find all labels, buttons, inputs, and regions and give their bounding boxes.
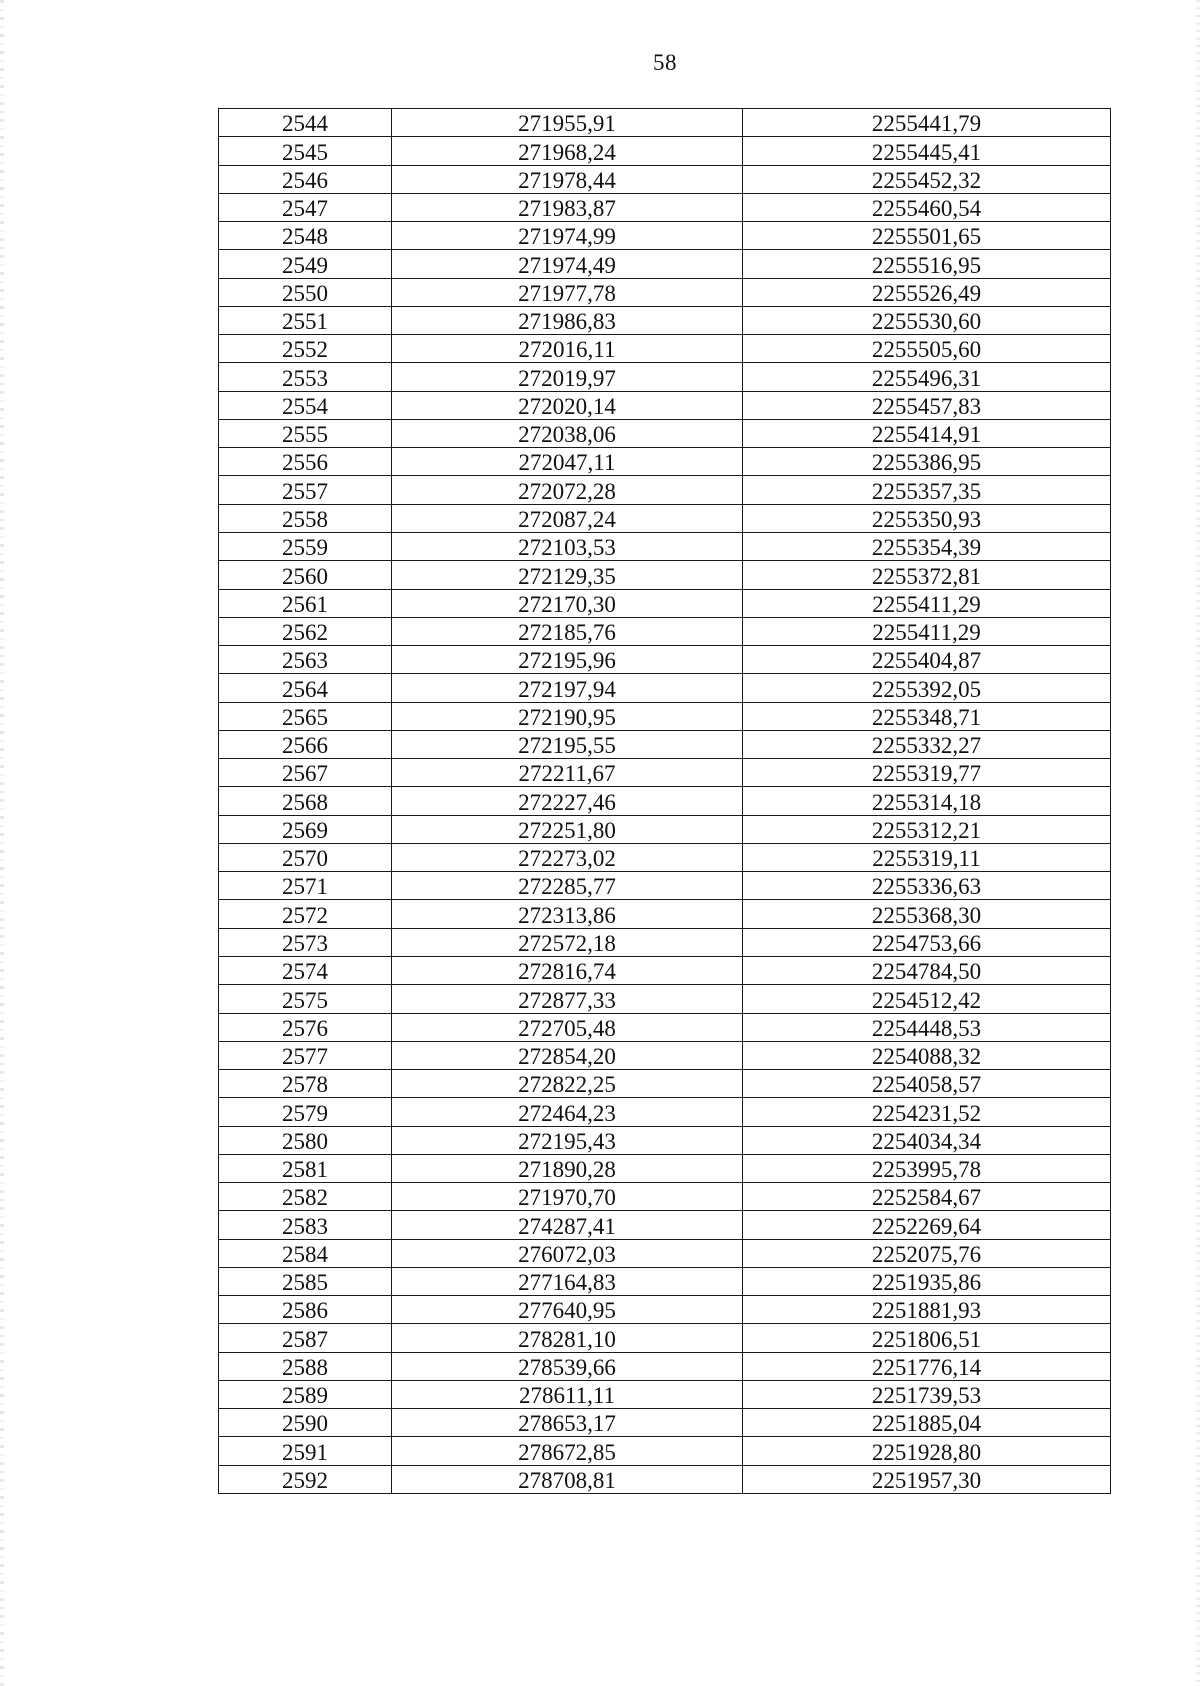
y-coordinate-cell: 2255336,63 bbox=[743, 872, 1111, 900]
table-row bbox=[219, 674, 1111, 702]
x-coordinate-cell: 278611,11 bbox=[392, 1380, 743, 1408]
x-coordinate-cell: 272285,77 bbox=[392, 872, 743, 900]
table-row bbox=[219, 985, 1111, 1013]
table-row bbox=[219, 1465, 1111, 1493]
point-number-cell: 2571 bbox=[219, 872, 392, 900]
table-row bbox=[219, 1070, 1111, 1098]
point-number-cell: 2554 bbox=[219, 391, 392, 419]
x-coordinate-cell: 272877,33 bbox=[392, 985, 743, 1013]
x-coordinate-cell: 272197,94 bbox=[392, 674, 743, 702]
table-row bbox=[219, 306, 1111, 334]
y-coordinate-cell: 2254512,42 bbox=[743, 985, 1111, 1013]
table-row bbox=[219, 1126, 1111, 1154]
point-number-cell: 2567 bbox=[219, 759, 392, 787]
point-number-cell: 2585 bbox=[219, 1267, 392, 1295]
y-coordinate-cell: 2254448,53 bbox=[743, 1013, 1111, 1041]
point-number-cell: 2550 bbox=[219, 278, 392, 306]
point-number-cell: 2584 bbox=[219, 1239, 392, 1267]
x-coordinate-cell: 272572,18 bbox=[392, 928, 743, 956]
coordinates-table-body bbox=[219, 109, 1111, 1494]
point-number-cell: 2551 bbox=[219, 306, 392, 334]
y-coordinate-cell: 2255505,60 bbox=[743, 335, 1111, 363]
point-number-cell: 2566 bbox=[219, 730, 392, 758]
x-coordinate-cell: 271983,87 bbox=[392, 193, 743, 221]
y-coordinate-cell: 2251776,14 bbox=[743, 1352, 1111, 1380]
point-number-cell: 2568 bbox=[219, 787, 392, 815]
y-coordinate-cell: 2255368,30 bbox=[743, 900, 1111, 928]
point-number-cell: 2588 bbox=[219, 1352, 392, 1380]
table-row bbox=[219, 504, 1111, 532]
table-row bbox=[219, 278, 1111, 306]
table-row bbox=[219, 137, 1111, 165]
x-coordinate-cell: 272185,76 bbox=[392, 617, 743, 645]
x-coordinate-cell: 278708,81 bbox=[392, 1465, 743, 1493]
table-row bbox=[219, 1267, 1111, 1295]
y-coordinate-cell: 2255348,71 bbox=[743, 702, 1111, 730]
y-coordinate-cell: 2255441,79 bbox=[743, 109, 1111, 137]
x-coordinate-cell: 278672,85 bbox=[392, 1437, 743, 1465]
point-number-cell: 2577 bbox=[219, 1041, 392, 1069]
x-coordinate-cell: 271974,49 bbox=[392, 250, 743, 278]
y-coordinate-cell: 2255314,18 bbox=[743, 787, 1111, 815]
y-coordinate-cell: 2255501,65 bbox=[743, 222, 1111, 250]
table-row bbox=[219, 956, 1111, 984]
point-number-cell: 2586 bbox=[219, 1296, 392, 1324]
y-coordinate-cell: 2254784,50 bbox=[743, 956, 1111, 984]
x-coordinate-cell: 277164,83 bbox=[392, 1267, 743, 1295]
y-coordinate-cell: 2251881,93 bbox=[743, 1296, 1111, 1324]
y-coordinate-cell: 2251739,53 bbox=[743, 1380, 1111, 1408]
table-row bbox=[219, 363, 1111, 391]
table-row bbox=[219, 165, 1111, 193]
table-row bbox=[219, 391, 1111, 419]
point-number-cell: 2545 bbox=[219, 137, 392, 165]
x-coordinate-cell: 272195,96 bbox=[392, 646, 743, 674]
scan-edge-left bbox=[0, 0, 4, 1686]
table-row bbox=[219, 419, 1111, 447]
point-number-cell: 2564 bbox=[219, 674, 392, 702]
point-number-cell: 2590 bbox=[219, 1409, 392, 1437]
x-coordinate-cell: 271986,83 bbox=[392, 306, 743, 334]
x-coordinate-cell: 277640,95 bbox=[392, 1296, 743, 1324]
x-coordinate-cell: 274287,41 bbox=[392, 1211, 743, 1239]
table-row bbox=[219, 1098, 1111, 1126]
table-row bbox=[219, 787, 1111, 815]
point-number-cell: 2592 bbox=[219, 1465, 392, 1493]
y-coordinate-cell: 2255350,93 bbox=[743, 504, 1111, 532]
table-row bbox=[219, 1380, 1111, 1408]
x-coordinate-cell: 272038,06 bbox=[392, 419, 743, 447]
y-coordinate-cell: 2255392,05 bbox=[743, 674, 1111, 702]
point-number-cell: 2580 bbox=[219, 1126, 392, 1154]
page-number: 58 bbox=[653, 50, 677, 75]
x-coordinate-cell: 278653,17 bbox=[392, 1409, 743, 1437]
point-number-cell: 2555 bbox=[219, 419, 392, 447]
table-row bbox=[219, 1409, 1111, 1437]
table-row bbox=[219, 1296, 1111, 1324]
point-number-cell: 2572 bbox=[219, 900, 392, 928]
table-row bbox=[219, 1013, 1111, 1041]
table-row bbox=[219, 250, 1111, 278]
point-number-cell: 2579 bbox=[219, 1098, 392, 1126]
x-coordinate-cell: 272273,02 bbox=[392, 843, 743, 871]
x-coordinate-cell: 272087,24 bbox=[392, 504, 743, 532]
table-row bbox=[219, 476, 1111, 504]
x-coordinate-cell: 272211,67 bbox=[392, 759, 743, 787]
point-number-cell: 2570 bbox=[219, 843, 392, 871]
point-number-cell: 2591 bbox=[219, 1437, 392, 1465]
y-coordinate-cell: 2252584,67 bbox=[743, 1183, 1111, 1211]
y-coordinate-cell: 2254088,32 bbox=[743, 1041, 1111, 1069]
point-number-cell: 2546 bbox=[219, 165, 392, 193]
point-number-cell: 2557 bbox=[219, 476, 392, 504]
y-coordinate-cell: 2255312,21 bbox=[743, 815, 1111, 843]
point-number-cell: 2544 bbox=[219, 109, 392, 137]
x-coordinate-cell: 272103,53 bbox=[392, 532, 743, 560]
y-coordinate-cell: 2252075,76 bbox=[743, 1239, 1111, 1267]
y-coordinate-cell: 2251928,80 bbox=[743, 1437, 1111, 1465]
y-coordinate-cell: 2255530,60 bbox=[743, 306, 1111, 334]
table-row bbox=[219, 335, 1111, 363]
x-coordinate-cell: 271974,99 bbox=[392, 222, 743, 250]
x-coordinate-cell: 272047,11 bbox=[392, 448, 743, 476]
x-coordinate-cell: 271977,78 bbox=[392, 278, 743, 306]
y-coordinate-cell: 2253995,78 bbox=[743, 1154, 1111, 1182]
x-coordinate-cell: 271978,44 bbox=[392, 165, 743, 193]
point-number-cell: 2562 bbox=[219, 617, 392, 645]
point-number-cell: 2553 bbox=[219, 363, 392, 391]
x-coordinate-cell: 272227,46 bbox=[392, 787, 743, 815]
table-row bbox=[219, 448, 1111, 476]
y-coordinate-cell: 2255332,27 bbox=[743, 730, 1111, 758]
x-coordinate-cell: 271968,24 bbox=[392, 137, 743, 165]
point-number-cell: 2547 bbox=[219, 193, 392, 221]
y-coordinate-cell: 2255319,77 bbox=[743, 759, 1111, 787]
y-coordinate-cell: 2255516,95 bbox=[743, 250, 1111, 278]
point-number-cell: 2573 bbox=[219, 928, 392, 956]
y-coordinate-cell: 2251957,30 bbox=[743, 1465, 1111, 1493]
x-coordinate-cell: 272195,43 bbox=[392, 1126, 743, 1154]
x-coordinate-cell: 271970,70 bbox=[392, 1183, 743, 1211]
point-number-cell: 2582 bbox=[219, 1183, 392, 1211]
x-coordinate-cell: 272190,95 bbox=[392, 702, 743, 730]
table-row bbox=[219, 730, 1111, 758]
y-coordinate-cell: 2252269,64 bbox=[743, 1211, 1111, 1239]
y-coordinate-cell: 2255496,31 bbox=[743, 363, 1111, 391]
y-coordinate-cell: 2254231,52 bbox=[743, 1098, 1111, 1126]
table-row bbox=[219, 1239, 1111, 1267]
table-row bbox=[219, 702, 1111, 730]
point-number-cell: 2559 bbox=[219, 532, 392, 560]
x-coordinate-cell: 272705,48 bbox=[392, 1013, 743, 1041]
table-row bbox=[219, 928, 1111, 956]
table-row bbox=[219, 872, 1111, 900]
table-row bbox=[219, 589, 1111, 617]
x-coordinate-cell: 272020,14 bbox=[392, 391, 743, 419]
y-coordinate-cell: 2255404,87 bbox=[743, 646, 1111, 674]
point-number-cell: 2587 bbox=[219, 1324, 392, 1352]
y-coordinate-cell: 2255319,11 bbox=[743, 843, 1111, 871]
point-number-cell: 2563 bbox=[219, 646, 392, 674]
y-coordinate-cell: 2255460,54 bbox=[743, 193, 1111, 221]
x-coordinate-cell: 272072,28 bbox=[392, 476, 743, 504]
x-coordinate-cell: 272016,11 bbox=[392, 335, 743, 363]
y-coordinate-cell: 2255411,29 bbox=[743, 617, 1111, 645]
point-number-cell: 2574 bbox=[219, 956, 392, 984]
table-row bbox=[219, 1352, 1111, 1380]
point-number-cell: 2560 bbox=[219, 561, 392, 589]
point-number-cell: 2565 bbox=[219, 702, 392, 730]
point-number-cell: 2561 bbox=[219, 589, 392, 617]
table-row bbox=[219, 1324, 1111, 1352]
point-number-cell: 2575 bbox=[219, 985, 392, 1013]
x-coordinate-cell: 278539,66 bbox=[392, 1352, 743, 1380]
coordinates-table bbox=[218, 108, 1111, 1494]
table-row bbox=[219, 900, 1111, 928]
table-row bbox=[219, 617, 1111, 645]
point-number-cell: 2552 bbox=[219, 335, 392, 363]
x-coordinate-cell: 272816,74 bbox=[392, 956, 743, 984]
x-coordinate-cell: 272251,80 bbox=[392, 815, 743, 843]
point-number-cell: 2548 bbox=[219, 222, 392, 250]
point-number-cell: 2578 bbox=[219, 1070, 392, 1098]
point-number-cell: 2576 bbox=[219, 1013, 392, 1041]
table-row bbox=[219, 1183, 1111, 1211]
point-number-cell: 2558 bbox=[219, 504, 392, 532]
point-number-cell: 2569 bbox=[219, 815, 392, 843]
y-coordinate-cell: 2251885,04 bbox=[743, 1409, 1111, 1437]
y-coordinate-cell: 2251935,86 bbox=[743, 1267, 1111, 1295]
y-coordinate-cell: 2255354,39 bbox=[743, 532, 1111, 560]
x-coordinate-cell: 271955,91 bbox=[392, 109, 743, 137]
table-row bbox=[219, 109, 1111, 137]
y-coordinate-cell: 2255457,83 bbox=[743, 391, 1111, 419]
point-number-cell: 2583 bbox=[219, 1211, 392, 1239]
x-coordinate-cell: 272313,86 bbox=[392, 900, 743, 928]
y-coordinate-cell: 2255452,32 bbox=[743, 165, 1111, 193]
x-coordinate-cell: 272822,25 bbox=[392, 1070, 743, 1098]
y-coordinate-cell: 2251806,51 bbox=[743, 1324, 1111, 1352]
x-coordinate-cell: 272854,20 bbox=[392, 1041, 743, 1069]
table-row bbox=[219, 222, 1111, 250]
y-coordinate-cell: 2255372,81 bbox=[743, 561, 1111, 589]
point-number-cell: 2556 bbox=[219, 448, 392, 476]
table-row bbox=[219, 532, 1111, 560]
x-coordinate-cell: 272464,23 bbox=[392, 1098, 743, 1126]
y-coordinate-cell: 2255445,41 bbox=[743, 137, 1111, 165]
table-row bbox=[219, 843, 1111, 871]
y-coordinate-cell: 2254034,34 bbox=[743, 1126, 1111, 1154]
point-number-cell: 2549 bbox=[219, 250, 392, 278]
table-row bbox=[219, 1437, 1111, 1465]
x-coordinate-cell: 272129,35 bbox=[392, 561, 743, 589]
y-coordinate-cell: 2254753,66 bbox=[743, 928, 1111, 956]
x-coordinate-cell: 278281,10 bbox=[392, 1324, 743, 1352]
table-row bbox=[219, 815, 1111, 843]
x-coordinate-cell: 272195,55 bbox=[392, 730, 743, 758]
x-coordinate-cell: 271890,28 bbox=[392, 1154, 743, 1182]
y-coordinate-cell: 2255357,35 bbox=[743, 476, 1111, 504]
x-coordinate-cell: 272019,97 bbox=[392, 363, 743, 391]
y-coordinate-cell: 2255414,91 bbox=[743, 419, 1111, 447]
point-number-cell: 2589 bbox=[219, 1380, 392, 1408]
y-coordinate-cell: 2255526,49 bbox=[743, 278, 1111, 306]
y-coordinate-cell: 2255386,95 bbox=[743, 448, 1111, 476]
table-row bbox=[219, 1041, 1111, 1069]
table-row bbox=[219, 193, 1111, 221]
x-coordinate-cell: 276072,03 bbox=[392, 1239, 743, 1267]
table-row bbox=[219, 759, 1111, 787]
table-row bbox=[219, 1154, 1111, 1182]
table-row bbox=[219, 1211, 1111, 1239]
table-row bbox=[219, 646, 1111, 674]
x-coordinate-cell: 272170,30 bbox=[392, 589, 743, 617]
table-row bbox=[219, 561, 1111, 589]
y-coordinate-cell: 2255411,29 bbox=[743, 589, 1111, 617]
scan-edge-right bbox=[1196, 0, 1200, 1686]
point-number-cell: 2581 bbox=[219, 1154, 392, 1182]
y-coordinate-cell: 2254058,57 bbox=[743, 1070, 1111, 1098]
